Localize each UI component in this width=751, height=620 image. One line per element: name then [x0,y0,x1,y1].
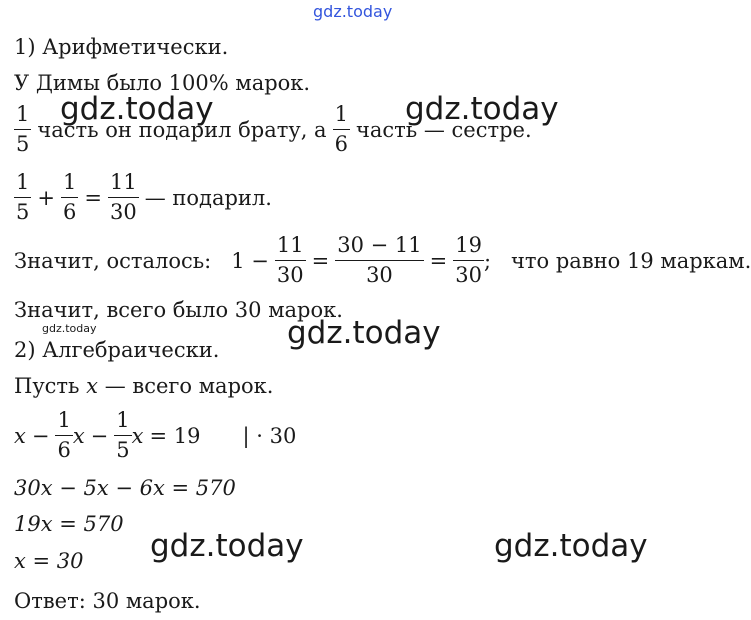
watermark-top: gdz.today [313,2,393,21]
part1-line2-text2: часть — сестре. [355,117,532,142]
fraction-thirty-minus-eleven: $\frac{30 - 11}{30}$ [337,233,422,287]
fraction-eleven-thirtieths: $\frac{11}{30}$ [276,233,304,287]
watermark-big-5: gdz.today [494,528,648,564]
part1-line2-text1: часть он подарил брату, а [37,117,327,142]
fraction-one-fifth: $\frac{1}{5}$ [16,170,30,224]
watermark-big-2: gdz.today [405,91,559,127]
fraction-one-fifth: $\frac{1}{5}$ [16,102,30,156]
watermark-big-3: gdz.today [287,315,441,351]
part1-line4: Значит, осталось: 1 − $\frac{11}{30}$ = $\frac{30 - 11}{30}$ = $\frac{19}{30}$ ; что равно 19 маркам. [14,233,751,287]
fraction-one-sixth: $\frac{1}{6}$ [334,102,348,156]
part1-line5: Значит, всего было 30 марок. [14,298,343,322]
fraction-eleven-thirtieths: $\frac{11}{30}$ [109,170,137,224]
part1-line3-text: — подарил. [144,185,272,210]
part1-heading: 1) Арифметически. [14,35,229,59]
part2-equation-2: 30x − 5x − 6x = 570 [14,476,236,500]
part2-equation-1: x − $\frac{1}{6}$ x − $\frac{1}{5}$ x = 19 | · 30 [14,408,297,462]
fraction-one-fifth: $\frac{1}{5}$ [116,408,130,462]
part1-line4-label: Значит, осталось: [14,248,212,273]
part2-equation-4: x = 30 [14,549,84,573]
fraction-one-sixth: $\frac{1}{6}$ [62,170,77,224]
part2-let: Пусть x — всего марок. [14,374,274,398]
part2-equation-3: 19x = 570 [14,512,124,536]
multiply-note: | · 30 [242,423,297,448]
part1-line3: $\frac{1}{5}$ + $\frac{1}{6}$ = $\frac{11}{30}$ — подарил. [16,170,272,224]
fraction-nineteen-thirtieths: $\frac{19}{30}$ [455,233,482,287]
fraction-one-sixth: $\frac{1}{6}$ [57,408,71,462]
part2-heading: 2) Алгебраически. [14,338,220,362]
part1-line4-text: что равно 19 маркам. [511,248,751,273]
watermark-small: gdz.today [42,322,97,335]
watermark-big-4: gdz.today [150,528,304,564]
watermark-big-1: gdz.today [60,91,214,127]
part2-answer: Ответ: 30 марок. [14,589,201,613]
part1-line1: У Димы было 100% марок. [14,71,311,95]
